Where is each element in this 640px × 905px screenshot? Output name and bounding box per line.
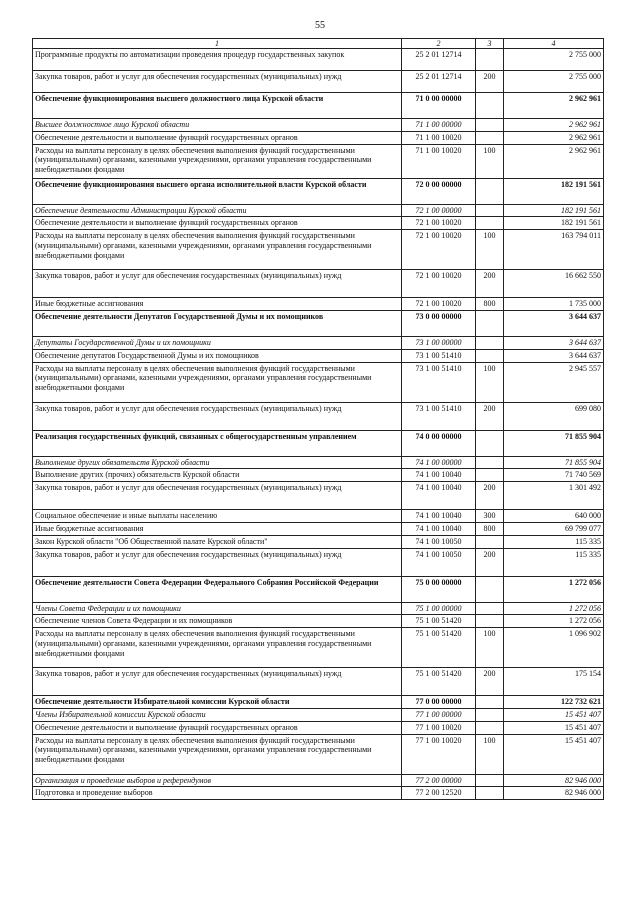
cell-type: [476, 204, 504, 217]
cell-name: Депутаты Государственной Думы и их помощники: [33, 336, 402, 349]
cell-sum: 15 451 407: [504, 708, 604, 721]
cell-sum: 175 154: [504, 668, 604, 696]
cell-name: Обеспечение деятельности Избирательной комиссии Курской области: [33, 696, 402, 709]
cell-sum: 2 755 000: [504, 49, 604, 71]
cell-sum: 69 799 077: [504, 522, 604, 535]
table-row: [33, 628, 604, 668]
table-row: [33, 349, 604, 362]
cell-name: Закупка товаров, работ и услуг для обеспечения государственных (муниципальных) нужд: [33, 402, 402, 430]
cell-sum: 1 301 492: [504, 482, 604, 510]
table-row: [33, 144, 604, 178]
cell-name: Закупка товаров, работ и услуг для обеспечения государственных (муниципальных) нужд: [33, 270, 402, 298]
cell-type: [476, 615, 504, 628]
table-row: [33, 178, 604, 204]
table-row: [33, 787, 604, 800]
cell-name: Подготовка и проведение выборов: [33, 787, 402, 800]
table-row: [33, 310, 604, 336]
cell-code: 72 0 00 00000: [402, 178, 476, 204]
cell-sum: 1 272 056: [504, 615, 604, 628]
cell-type: [476, 349, 504, 362]
table-row: [33, 131, 604, 144]
cell-code: 74 1 00 10040: [402, 482, 476, 510]
cell-name: Выполнение других обязательств Курской области: [33, 456, 402, 469]
cell-code: 77 1 00 10020: [402, 734, 476, 774]
cell-name: Обеспечение деятельности и выполнение функций государственных органов: [33, 721, 402, 734]
cell-code: 71 1 00 10020: [402, 144, 476, 178]
cell-sum: 182 191 561: [504, 217, 604, 230]
cell-type: 100: [476, 362, 504, 402]
cell-name: Закупка товаров, работ и услуг для обеспечения государственных (муниципальных) нужд: [33, 548, 402, 576]
cell-sum: 115 335: [504, 535, 604, 548]
cell-sum: 163 794 011: [504, 230, 604, 270]
cell-type: [476, 131, 504, 144]
cell-sum: 71 855 904: [504, 456, 604, 469]
cell-sum: 122 732 621: [504, 696, 604, 709]
table-header-row: [33, 39, 604, 49]
cell-sum: 182 191 561: [504, 204, 604, 217]
cell-name: Организация и проведение выборов и референдумов: [33, 774, 402, 787]
cell-name: Высшее должностное лицо Курской области: [33, 119, 402, 132]
table-row: [33, 576, 604, 602]
table-row: [33, 696, 604, 709]
cell-code: 74 1 00 10050: [402, 548, 476, 576]
cell-code: 71 1 00 00000: [402, 119, 476, 132]
cell-type: [476, 217, 504, 230]
table-row: [33, 430, 604, 456]
table-row: [33, 71, 604, 93]
cell-type: [476, 178, 504, 204]
cell-type: 200: [476, 402, 504, 430]
cell-code: 77 1 00 00000: [402, 708, 476, 721]
cell-type: 200: [476, 482, 504, 510]
cell-sum: 2 945 557: [504, 362, 604, 402]
cell-code: 72 1 00 10020: [402, 230, 476, 270]
cell-type: [476, 535, 504, 548]
table-row: [33, 548, 604, 576]
cell-type: 100: [476, 734, 504, 774]
table-row: [33, 510, 604, 523]
cell-name: Программные продукты по автоматизации проведения процедур государственных закупок: [33, 49, 402, 71]
table-row: [33, 217, 604, 230]
cell-type: 200: [476, 668, 504, 696]
cell-sum: 2 962 961: [504, 144, 604, 178]
page-number: 55: [315, 20, 325, 31]
cell-sum: 1 735 000: [504, 298, 604, 311]
table-row: [33, 615, 604, 628]
cell-code: 25 2 01 12714: [402, 49, 476, 71]
cell-sum: 1 272 056: [504, 576, 604, 602]
cell-sum: 182 191 561: [504, 178, 604, 204]
table-row: [33, 93, 604, 119]
cell-type: [476, 787, 504, 800]
budget-table: [32, 38, 604, 800]
cell-type: [476, 696, 504, 709]
cell-type: [476, 708, 504, 721]
table-row: [33, 298, 604, 311]
cell-code: 74 1 00 00000: [402, 456, 476, 469]
table-row: [33, 774, 604, 787]
cell-sum: 2 962 961: [504, 131, 604, 144]
table-row: [33, 721, 604, 734]
table-row: [33, 535, 604, 548]
cell-code: 73 1 00 51410: [402, 349, 476, 362]
cell-type: [476, 576, 504, 602]
cell-sum: 3 644 637: [504, 336, 604, 349]
cell-code: 71 0 00 00000: [402, 93, 476, 119]
cell-code: 74 1 00 10050: [402, 535, 476, 548]
cell-sum: 15 451 407: [504, 734, 604, 774]
cell-type: 100: [476, 144, 504, 178]
table-row: [33, 402, 604, 430]
table-row: [33, 270, 604, 298]
cell-code: 73 1 00 00000: [402, 336, 476, 349]
cell-type: 200: [476, 548, 504, 576]
cell-name: Расходы на выплаты персоналу в целях обеспечения выполнения функций государственными (муниципальными) органами, казенными учреждениями, органами управления государственными внебюджетными фондами: [33, 734, 402, 774]
cell-type: [476, 456, 504, 469]
table-row: [33, 482, 604, 510]
cell-name: Обеспечение функционирования высшего должностного лица Курской области: [33, 93, 402, 119]
cell-code: 73 1 00 51410: [402, 362, 476, 402]
cell-sum: 699 080: [504, 402, 604, 430]
cell-type: 100: [476, 628, 504, 668]
cell-sum: 115 335: [504, 548, 604, 576]
cell-name: Расходы на выплаты персоналу в целях обеспечения выполнения функций государственными (муниципальными) органами, казенными учреждениями, органами управления государственными внебюджетными фондами: [33, 362, 402, 402]
cell-name: Обеспечение деятельности и выполнение функций государственных органов: [33, 131, 402, 144]
cell-code: 74 0 00 00000: [402, 430, 476, 456]
cell-name: Закон Курской области "Об Общественной палате Курской области": [33, 535, 402, 548]
cell-code: 73 0 00 00000: [402, 310, 476, 336]
cell-name: Иные бюджетные ассигнования: [33, 298, 402, 311]
header-col-code: 2: [402, 39, 476, 49]
cell-sum: 2 962 961: [504, 93, 604, 119]
cell-type: 200: [476, 270, 504, 298]
cell-code: 74 1 00 10040: [402, 469, 476, 482]
table-row: [33, 49, 604, 71]
table-row: [33, 522, 604, 535]
cell-type: [476, 93, 504, 119]
cell-code: 75 1 00 51420: [402, 628, 476, 668]
cell-type: 100: [476, 230, 504, 270]
header-col-sum: 4: [504, 39, 604, 49]
cell-name: Расходы на выплаты персоналу в целях обеспечения выполнения функций государственными (муниципальными) органами, казенными учреждениями, органами управления государственными внебюджетными фондами: [33, 628, 402, 668]
cell-code: 77 2 00 00000: [402, 774, 476, 787]
cell-code: 72 1 00 10020: [402, 217, 476, 230]
cell-type: [476, 336, 504, 349]
cell-sum: 3 644 637: [504, 349, 604, 362]
cell-name: Обеспечение деятельности и выполнение функций государственных органов: [33, 217, 402, 230]
cell-type: [476, 119, 504, 132]
cell-code: 77 1 00 10020: [402, 721, 476, 734]
cell-code: 75 0 00 00000: [402, 576, 476, 602]
cell-code: 72 1 00 10020: [402, 298, 476, 311]
cell-code: 77 0 00 00000: [402, 696, 476, 709]
table-row: [33, 362, 604, 402]
cell-name: Социальное обеспечение и иные выплаты населению: [33, 510, 402, 523]
header-col-name: 1: [33, 39, 402, 49]
cell-type: [476, 774, 504, 787]
cell-name: Реализация государственных функций, связанных с общегосударственным управлением: [33, 430, 402, 456]
cell-code: 74 1 00 10040: [402, 510, 476, 523]
cell-sum: 71 855 904: [504, 430, 604, 456]
cell-name: Иные бюджетные ассигнования: [33, 522, 402, 535]
table-row: [33, 708, 604, 721]
cell-code: 71 1 00 10020: [402, 131, 476, 144]
table-row: [33, 602, 604, 615]
table-row: [33, 456, 604, 469]
cell-name: Обеспечение депутатов Государственной Думы и их помощников: [33, 349, 402, 362]
cell-code: 72 1 00 00000: [402, 204, 476, 217]
cell-type: 800: [476, 522, 504, 535]
cell-name: Закупка товаров, работ и услуг для обеспечения государственных (муниципальных) нужд: [33, 71, 402, 93]
cell-name: Члены Избирательной комиссии Курской области: [33, 708, 402, 721]
cell-type: [476, 469, 504, 482]
cell-name: Обеспечение членов Совета Федерации и их помощников: [33, 615, 402, 628]
cell-sum: 16 662 550: [504, 270, 604, 298]
header-col-type: 3: [476, 39, 504, 49]
cell-type: [476, 49, 504, 71]
cell-name: Обеспечение функционирования высшего органа исполнительной власти Курской области: [33, 178, 402, 204]
cell-sum: 1 096 902: [504, 628, 604, 668]
cell-type: [476, 310, 504, 336]
cell-sum: 15 451 407: [504, 721, 604, 734]
cell-sum: 2 755 000: [504, 71, 604, 93]
cell-name: Закупка товаров, работ и услуг для обеспечения государственных (муниципальных) нужд: [33, 668, 402, 696]
cell-sum: 71 740 569: [504, 469, 604, 482]
cell-sum: 3 644 637: [504, 310, 604, 336]
cell-name: Расходы на выплаты персоналу в целях обеспечения выполнения функций государственными (муниципальными) органами, казенными учреждениями, органами управления государственными внебюджетными фондами: [33, 144, 402, 178]
cell-type: [476, 721, 504, 734]
cell-type: [476, 430, 504, 456]
cell-sum: 82 946 000: [504, 787, 604, 800]
cell-type: 200: [476, 71, 504, 93]
table-row: [33, 668, 604, 696]
cell-name: Выполнение других (прочих) обязательств Курской области: [33, 469, 402, 482]
table-row: [33, 230, 604, 270]
cell-code: 75 1 00 51420: [402, 668, 476, 696]
cell-sum: 1 272 056: [504, 602, 604, 615]
cell-name: Закупка товаров, работ и услуг для обеспечения государственных (муниципальных) нужд: [33, 482, 402, 510]
cell-type: [476, 602, 504, 615]
cell-code: 77 2 00 12520: [402, 787, 476, 800]
cell-type: 800: [476, 298, 504, 311]
cell-type: 300: [476, 510, 504, 523]
table-row: [33, 469, 604, 482]
cell-code: 75 1 00 00000: [402, 602, 476, 615]
cell-code: 74 1 00 10040: [402, 522, 476, 535]
budget-table-body: [33, 39, 604, 800]
cell-sum: 640 000: [504, 510, 604, 523]
table-row: [33, 204, 604, 217]
cell-name: Обеспечение деятельности Совета Федерации Федерального Собрания Российской Федерации: [33, 576, 402, 602]
cell-name: Расходы на выплаты персоналу в целях обеспечения выполнения функций государственными (муниципальными) органами, казенными учреждениями, органами управления государственными внебюджетными фондами: [33, 230, 402, 270]
table-row: [33, 336, 604, 349]
cell-sum: 82 946 000: [504, 774, 604, 787]
cell-sum: 2 962 961: [504, 119, 604, 132]
cell-code: 72 1 00 10020: [402, 270, 476, 298]
cell-code: 75 1 00 51420: [402, 615, 476, 628]
cell-name: Обеспечение деятельности Депутатов Государственной Думы и их помощников: [33, 310, 402, 336]
cell-name: Члены Совета Федерации и их помощники: [33, 602, 402, 615]
cell-code: 73 1 00 51410: [402, 402, 476, 430]
table-row: [33, 119, 604, 132]
table-row: [33, 734, 604, 774]
cell-code: 25 2 01 12714: [402, 71, 476, 93]
cell-name: Обеспечение деятельности Администрации Курской области: [33, 204, 402, 217]
